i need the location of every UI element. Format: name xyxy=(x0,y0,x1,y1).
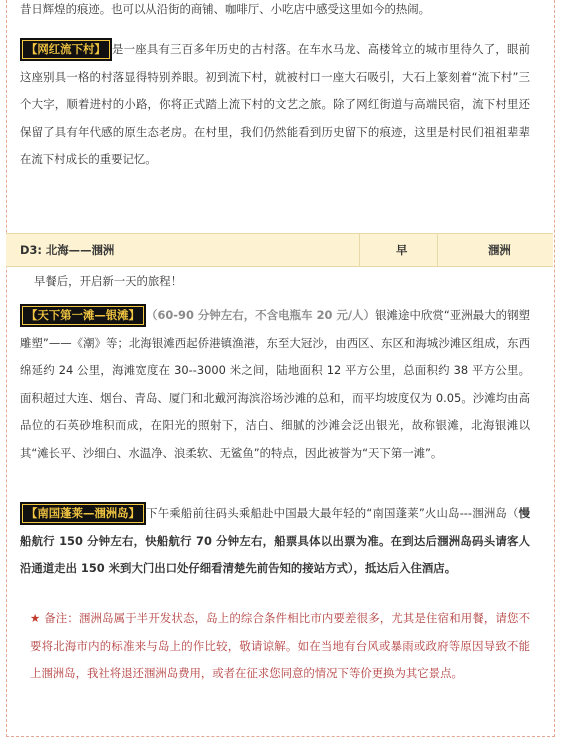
silver-beach-duration: （60-90 分钟左右，不含电瓶车 20 元/人） xyxy=(145,308,376,322)
silver-beach-tag: 【天下第一滩—银滩】 xyxy=(20,304,146,327)
village-tag: 【网红流下村】 xyxy=(20,38,112,61)
star-icon: ★ xyxy=(30,611,41,625)
weizhou-bold: 慢船航行 150 分钟左右，快船航行 70 分钟左右，船票具体以出票为准。在到达后涠洲岛码头请客人沿通道走出 150 米到大门出口处仔细看清楚先前告知的接站方式）， xyxy=(20,506,530,576)
divider xyxy=(437,234,438,266)
para-top-text: 昔日辉煌的痕迹。也可以从沿街的商铺、咖啡厅、小吃店中感受这里如今的热闹。 xyxy=(20,2,431,16)
day-title: D3: 北海——涠洲 xyxy=(20,243,115,257)
intro-text: 早餐后，开启新一天的旅程！ xyxy=(34,274,183,288)
intro-line xyxy=(34,268,530,296)
village-paragraph xyxy=(20,36,530,174)
day-row xyxy=(6,233,553,267)
weizhou-text: 下午乘船前往码头乘船赴中国最大最年轻的“南国蓬莱”火山岛---涠洲岛（ xyxy=(145,506,519,520)
meal-cell: 早 xyxy=(396,243,408,257)
weizhou-tag: 【南国蓬莱—涠洲岛】 xyxy=(20,502,146,525)
stay-cell: 涠洲 xyxy=(488,243,511,257)
silver-beach-paragraph xyxy=(20,302,530,468)
para-top xyxy=(20,0,530,24)
village-text: 是一座具有三百多年历史的古村落。在车水马龙、高楼耸立的城市里待久了，眼前这座别具一格的村落显得特别养眼。初到流下村，就被村口一座大石吸引，大石上篆刻着“流下村”三个大字，顺着进村的小路，你将正式踏上流下村的文艺之旅。除了网红街道与高端民宿，流下村里还保留了具有年代感的原生态老房。在村里，我们仍然能看到历史留下的痕迹，这里是村民们祖祖辈辈在流下村成长的重要记忆。 xyxy=(20,42,530,167)
silver-beach-text: 银滩途中欣赏“亚洲最大的钢塑雕塑”——《潮》等；北海银滩西起侨港镇渔港，东至大冠沙，由西区、东区和海城沙滩区组成，东西绵延约 24 公里，海滩宽度在 30--3000 米之间，陆地面积 12 平方公里，总面积约 38 平方公里。面积超过大连、烟台、青岛、厦门和北戴河海滨浴场沙滩的总和，而平均坡度仅为 0.05。沙滩均由高品位的石英砂堆积而成，在阳光的照射下，洁白、细腻的沙滩会泛出银光，故称银滩，北海银滩以其“滩长平、沙细白、水温净、浪柔软、无鲨鱼”的特点，因此被誉为“天下第一滩”。 xyxy=(20,308,531,460)
note-paragraph xyxy=(30,605,530,688)
weizhou-paragraph xyxy=(20,500,530,583)
note-text: 备注：涠洲岛属于半开发状态，岛上的综合条件相比市内要差很多，尤其是住宿和用餐，请您不要将北海市内的标准来与岛上的作比较，敬请谅解。如在当地有台风或暴雨或政府等原因导致不能上涠洲岛，我社将退还涠洲岛费用，或者在征求您同意的情况下等价更换为其它景点。 xyxy=(30,611,531,681)
divider xyxy=(359,234,360,266)
weizhou-end: 抵达后入住酒店。 xyxy=(364,561,457,576)
